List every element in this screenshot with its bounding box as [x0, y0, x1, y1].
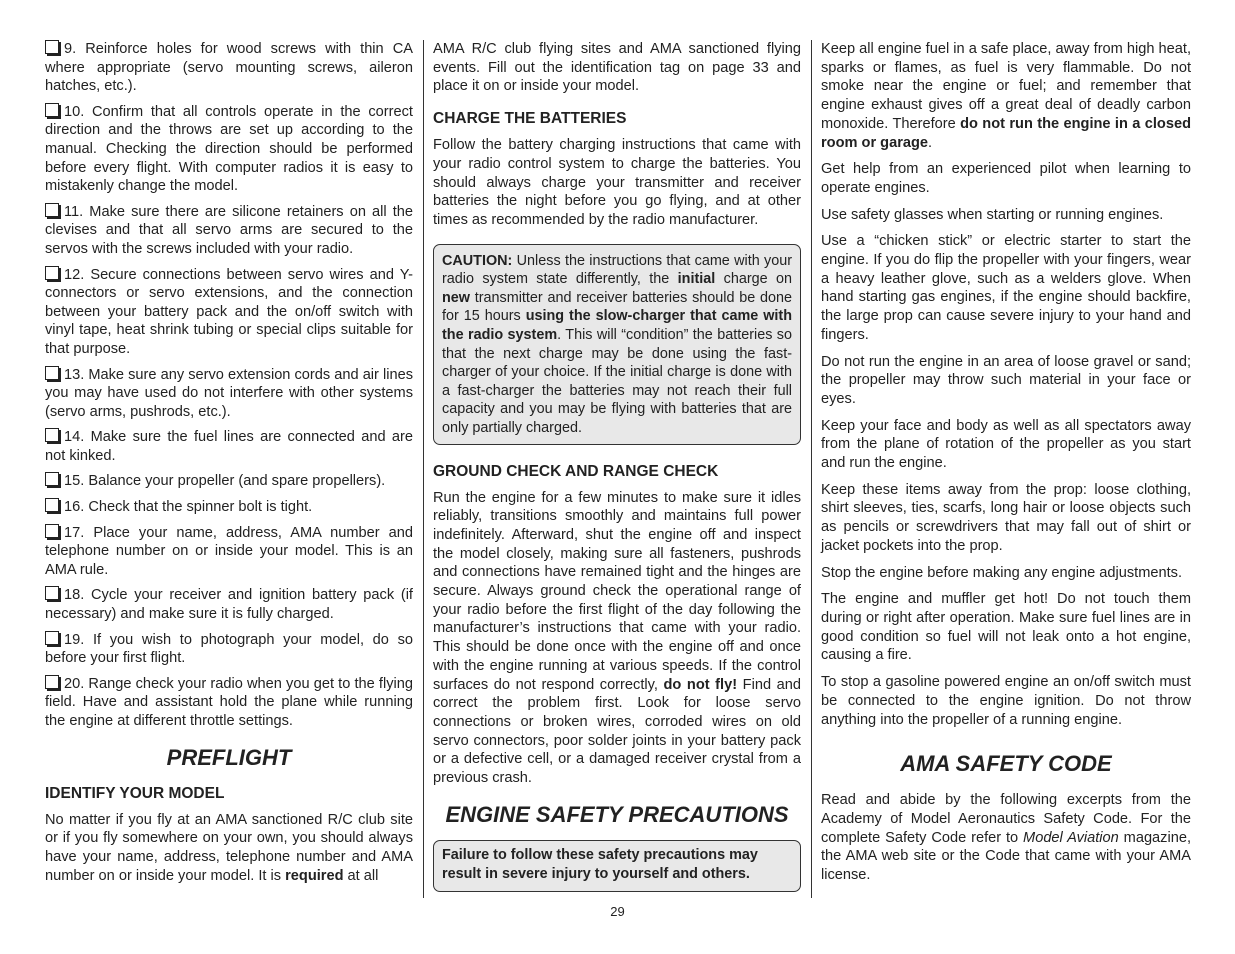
- text: Read and abide by the following excerpts from the Academy of Model Aeronautics Safety Code. For the complete Safety Code refer to: [821, 792, 1191, 846]
- checkbox-icon[interactable]: [45, 472, 59, 486]
- ground-heading: GROUND CHECK AND RANGE CHECK: [433, 462, 719, 480]
- checklist-text: 16. Check that the spinner bolt is tight.: [64, 499, 313, 516]
- checklist-text: 12. Secure connections between servo wires and Y-connectors or servo extensions, and the connection between your battery pack and the on/off switch with vinyl tape, heat shrink tubing or special clips suitable for that purpose.: [45, 266, 413, 357]
- checklist-item: [45, 428, 413, 465]
- column-divider: [423, 40, 424, 898]
- text: .: [928, 134, 933, 151]
- ground-paragraph: [433, 489, 801, 788]
- checklist-text: 14. Make sure the fuel lines are connected and are not kinked.: [45, 429, 413, 464]
- checklist-text: 15. Balance your propeller (and spare propellers).: [64, 473, 386, 490]
- continued-paragraph: AMA R/C club flying sites and AMA sanctioned flying events. Fill out the identification tag on page 33 and place it on or inside your model.: [433, 41, 801, 95]
- checklist-item: [45, 498, 413, 517]
- text: transmitter and receiver batteries should be done for 15 hours: [442, 289, 792, 325]
- ama-safety-title: AMA SAFETY CODE: [900, 751, 1112, 777]
- checkbox-icon[interactable]: [45, 586, 59, 600]
- charge-heading: CHARGE THE BATTERIES: [433, 110, 627, 128]
- checkbox-icon[interactable]: [45, 40, 59, 54]
- checklist-item: [45, 675, 413, 731]
- caution-box: [433, 244, 801, 445]
- middle-column: [433, 40, 801, 892]
- checkbox-icon[interactable]: [45, 498, 59, 512]
- warning-box: Failure to follow these safety precautions may result in severe injury to yourself and others.: [433, 840, 801, 892]
- safety-paragraph: Get help from an experienced pilot when learning to operate engines.: [821, 161, 1191, 196]
- checklist-text: 9. Reinforce holes for wood screws with thin CA where appropriate (servo mounting screws, aileron hatches, etc.).: [45, 41, 413, 95]
- preflight-title: PREFLIGHT: [166, 744, 292, 770]
- safety-paragraph: The engine and muffler get hot! Do not touch them during or right after operation. Make sure fuel lines are in good condition so fuel will not leak onto a hot engine, causing a fire.: [821, 591, 1191, 664]
- text: Run the engine for a few minutes to make sure it idles reliably, transitions smoothly and maintains full power indefinitely. Afterward, shut the engine off and inspect the model closely, making sure all fasteners, pushrods and connections have remained tight and the hinges are secure. Always ground check the operational range of your radio before the first flight of the day following the manufacturer’s instructions that came with your radio. This should be done once with the engine off and once with the engine running at various speeds. If the control surfaces do not respond correctly,: [433, 489, 801, 693]
- text: Unless the instructions that came with your radio system state differently, the: [442, 252, 792, 288]
- safety-paragraph: Stop the engine before making any engine adjustments.: [821, 564, 1183, 581]
- bold-text: do not run the engine in a closed room or garage: [821, 115, 1191, 151]
- checklist-text: 17. Place your name, address, AMA number and telephone number on or inside your model. This is an AMA rule.: [45, 524, 413, 578]
- page-number: 29: [610, 904, 625, 919]
- checkbox-icon[interactable]: [45, 631, 59, 645]
- text: Find and correct the problem first. Look for loose servo connections or broken wires, corroded wires on old servo connectors, poor solder joints in your battery pack or a defective cell, or a damaged receiver crystal from a previous crash.: [433, 676, 801, 787]
- bold-text: do not fly!: [663, 676, 738, 693]
- checklist-item: [45, 266, 413, 359]
- checkbox-icon[interactable]: [45, 366, 59, 380]
- bold-text: required: [285, 867, 344, 884]
- bold-text: using the slow-charger that came with the radio system: [442, 308, 792, 343]
- checklist-item: [45, 366, 413, 422]
- left-column: [45, 40, 413, 893]
- checklist-text: 11. Make sure there are silicone retainers on all the clevises and that all servo arms are secured to the servos with the screws included with your radio.: [45, 203, 413, 257]
- checklist-item: [45, 524, 413, 580]
- checklist-text: 10. Confirm that all controls operate in the correct direction and the throws are set up according to the manual. Checking the direction should be performed before every flight. With computer radios it is easy to mistakenly change the model.: [45, 103, 413, 195]
- text: charge on: [715, 271, 793, 288]
- safety-paragraph: Use safety glasses when starting or running engines.: [821, 206, 1164, 223]
- checklist-item: [45, 40, 413, 96]
- checklist-item: [45, 203, 413, 259]
- safety-paragraph: Keep your face and body as well as all spectators away from the plane of rotation of the propeller as you start and run the engine.: [821, 417, 1191, 472]
- right-column: [821, 40, 1191, 893]
- checkbox-icon[interactable]: [45, 675, 59, 689]
- safety-paragraph: Do not run the engine in an area of loose gravel or sand; the propeller may throw such material in your face or eyes.: [821, 353, 1191, 407]
- identify-heading: IDENTIFY YOUR MODEL: [45, 784, 225, 802]
- fuel-paragraph: [821, 40, 1191, 152]
- text: at all: [343, 867, 379, 884]
- ama-paragraph: [821, 791, 1191, 885]
- checkbox-icon[interactable]: [45, 266, 59, 280]
- checklist-item: [45, 631, 413, 668]
- checkbox-icon[interactable]: [45, 103, 59, 117]
- caution-label: CAUTION:: [442, 252, 513, 269]
- checklist-item: [45, 472, 413, 491]
- checklist-text: 20. Range check your radio when you get to the flying field. Have and assistant hold the plane while running the engine at different throttle settings.: [45, 675, 413, 729]
- text: No matter if you fly at an AMA sanctioned R/C club site or if you fly somewhere on your own, you should always have your name, address, telephone number and AMA number on or inside your model. It is: [45, 811, 413, 884]
- checklist-text: 19. If you wish to photograph your model, do so before your first flight.: [45, 631, 413, 667]
- column-divider: [811, 40, 812, 898]
- engine-safety-title: ENGINE SAFETY PRECAUTIONS: [445, 801, 789, 827]
- checklist-text: 18. Cycle your receiver and ignition battery pack (if necessary) and make sure it is fully charged.: [45, 587, 413, 623]
- checklist-text: 13. Make sure any servo extension cords and air lines you may have used do not interfere with other systems (servo arms, pushrods, etc.).: [45, 366, 413, 420]
- checkbox-icon[interactable]: [45, 428, 59, 442]
- text: Keep all engine fuel in a safe place, away from high heat, sparks or flames, as fuel is very flammable. Do not smoke near the engine or fuel; and remember that engine exhaust gives off a great deal of deadly carbon monoxide. Therefore: [821, 41, 1191, 132]
- safety-paragraph: Keep these items away from the prop: loose clothing, shirt sleeves, ties, scarfs, long hair or loose objects such as pencils or screwdrivers that may fall out of shirt or jacket pockets into the prop.: [821, 481, 1191, 554]
- italic-text: Model Aviation: [1023, 829, 1119, 846]
- checklist-item: [45, 103, 413, 196]
- safety-paragraph: Use a “chicken stick” or electric starter to start the engine. If you do flip the propeller with your fingers, wear a heavy leather glove, such as a welders glove. When hand starting gas engines, if the engine should backfire, the large prop can cause severe injury to your hand and fingers.: [821, 233, 1191, 343]
- text: . This will “condition” the batteries so that the next charge may be done using the fast-charger of your choice. If the initial charge is done with a fast-charger the batteries may not reach their full capacity and you may be flying with batteries that are only partially charged.: [442, 327, 792, 436]
- checkbox-icon[interactable]: [45, 524, 59, 538]
- bold-text: new: [442, 289, 470, 306]
- charge-paragraph: Follow the battery charging instructions that came with your radio control system to charge the batteries. You should always charge your transmitter and receiver batteries the night before you go flying, and at other times as recommended by the radio manufacturer.: [433, 137, 801, 228]
- bold-text: initial: [677, 271, 716, 288]
- safety-paragraph: To stop a gasoline powered engine an on/off switch must be connected to the engine ignition. Do not throw anything into the propeller of a running engine.: [821, 674, 1191, 728]
- checklist-item: [45, 586, 413, 623]
- checkbox-icon[interactable]: [45, 203, 59, 217]
- identify-paragraph: [45, 811, 413, 886]
- text: magazine, the AMA web site or the Code that came with your AMA license.: [821, 829, 1192, 884]
